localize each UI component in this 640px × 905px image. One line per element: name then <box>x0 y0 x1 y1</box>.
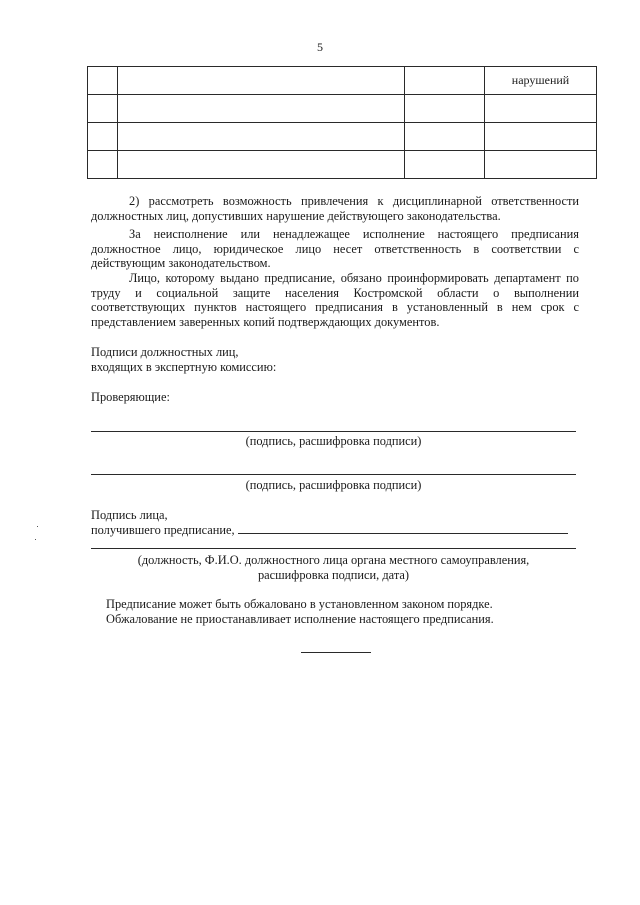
table-cell <box>405 95 485 123</box>
recipient-label-line1: Подпись лица, <box>91 508 168 522</box>
scan-speck <box>35 539 36 540</box>
scan-speck <box>37 526 38 527</box>
page-number: 5 <box>317 40 323 54</box>
table-cell <box>405 151 485 179</box>
recipient-caption-line2: расшифровка подписи, дата) <box>257 568 410 582</box>
table-cell <box>405 67 485 95</box>
table-cell <box>485 123 597 151</box>
paragraph-inform: Лицо, которому выдано предписание, обязано проинформировать департамент по труду и социальной защите населения Костромской области о выполнении соответствующих пунктов настоящего предписания в установленный в нем срок с представлением заверенных копий подтверждающих документов. <box>91 271 579 329</box>
recipient-label-text: получившего предписание, <box>91 523 235 537</box>
table-cell <box>88 67 118 95</box>
table-cell <box>118 67 405 95</box>
table-header-row <box>88 67 597 95</box>
table-cell <box>485 151 597 179</box>
signature-caption-1: (подпись, расшифровка подписи) <box>245 434 422 448</box>
signature-line-2 <box>91 474 576 475</box>
signature-caption-2: (подпись, расшифровка подписи) <box>245 478 422 492</box>
closing-line2: Обжалование не приостанавливает исполнение настоящего предписания. <box>106 612 494 626</box>
violations-table <box>87 66 597 179</box>
table-cell <box>88 95 118 123</box>
recipient-signature-line <box>238 522 568 534</box>
commission-label-line1: Подписи должностных лиц, <box>91 345 239 359</box>
table-cell <box>485 95 597 123</box>
table-cell <box>88 151 118 179</box>
recipient-label-line2 <box>91 522 568 538</box>
paragraph-item-2: 2) рассмотреть возможность привлечения к дисциплинарной ответственности должностных лиц, допустивших нарушение действующего законодательства. <box>91 194 579 223</box>
paragraph-liability: За неисполнение или ненадлежащее исполнение настоящего предписания должностное лицо, юридическое лицо несет ответственность в соответствии с действующим законодательством. <box>91 227 579 271</box>
recipient-details-line <box>91 548 576 549</box>
inspectors-label: Проверяющие: <box>91 390 170 404</box>
end-divider <box>301 652 371 653</box>
table-row <box>88 123 597 151</box>
table-cell <box>118 95 405 123</box>
table-row <box>88 151 597 179</box>
table-row <box>88 95 597 123</box>
closing-line1: Предписание может быть обжаловано в установленном законом порядке. <box>106 597 493 611</box>
commission-label-line2: входящих в экспертную комиссию: <box>91 360 277 374</box>
signature-line-1 <box>91 431 576 432</box>
table-cell <box>118 123 405 151</box>
table-cell <box>88 123 118 151</box>
table-cell <box>405 123 485 151</box>
table-cell <box>118 151 405 179</box>
table-header-violations: нарушений <box>485 67 597 95</box>
recipient-caption-line1: (должность, Ф.И.О. должностного лица органа местного самоуправления, <box>137 553 530 567</box>
